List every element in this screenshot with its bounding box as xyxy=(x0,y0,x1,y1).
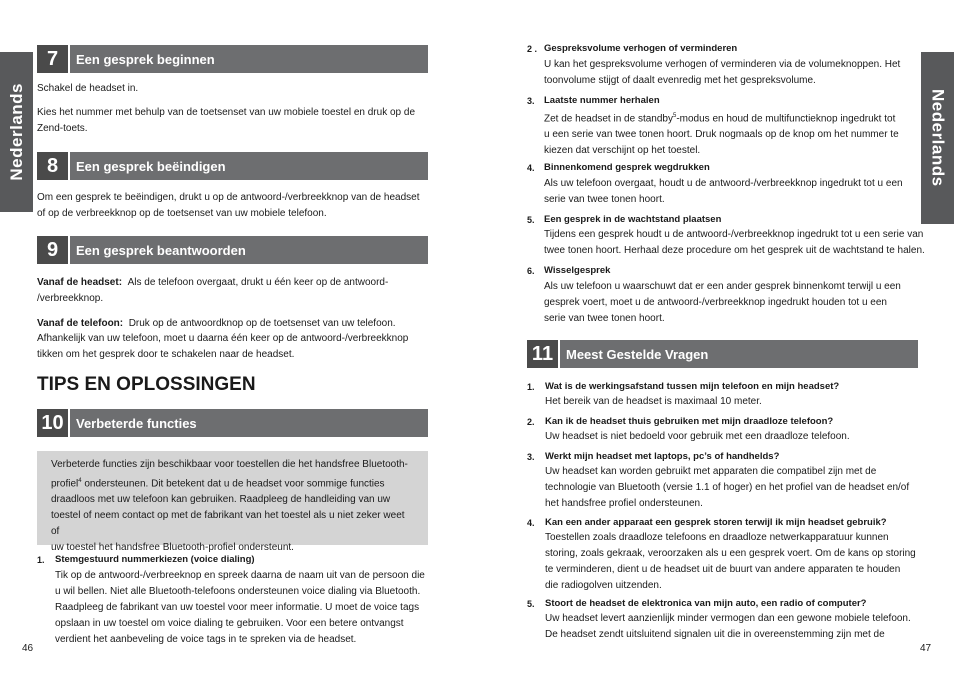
page-number: 46 xyxy=(22,643,34,654)
faq-answer xyxy=(545,464,909,512)
item-body xyxy=(55,568,425,648)
line: Toestellen zoals draadloze telefoons en draadloze netwerkapparatuur kunnen xyxy=(545,532,889,543)
line: u wil bellen. Niet alle Bluetooth-telefoons ondersteunen voice dialing via Bluetooth. xyxy=(55,586,421,597)
line: serie van twee tonen hoort. xyxy=(544,194,665,205)
item-body xyxy=(544,108,899,159)
faq-question: Werkt mijn headset met laptops, pc’s of handhelds? xyxy=(545,451,780,462)
item-title: Wisselgesprek xyxy=(544,265,611,276)
section-11-header xyxy=(527,340,918,368)
note-box xyxy=(37,451,428,554)
line: storing, zoals gekraak, veroorzaken als u een gesprek voert. Om de kans op storing xyxy=(545,548,916,559)
paragraph: tikken om het gesprek door te schakelen naar de headset. xyxy=(37,349,295,360)
faq-question: Stoort de headset de elektronica van mijn auto, een radio of computer? xyxy=(545,598,867,609)
faq-answer xyxy=(545,611,911,643)
section-title: Een gesprek beginnen xyxy=(70,45,428,73)
note-line xyxy=(51,473,414,492)
item-title: Binnenkomend gesprek wegdrukken xyxy=(544,162,710,173)
text: Druk op de antwoordknop op de toetsenset van uw telefoon. xyxy=(128,318,396,329)
line: Tik op de antwoord-/verbreeknop en spreek daarna de naam uit van de persoon die xyxy=(55,570,425,581)
side-tab-label: Nederlands xyxy=(928,89,948,187)
item-number: 2 . xyxy=(527,44,538,54)
item-title: Laatste nummer herhalen xyxy=(544,95,660,106)
faq-number: 5. xyxy=(527,599,535,609)
paragraph xyxy=(37,316,396,332)
line: het handsfree profiel ondersteunen. xyxy=(545,498,703,509)
paragraph: Zend-toets. xyxy=(37,123,88,134)
section-title: Een gesprek beëindigen xyxy=(70,152,428,180)
faq-question: Kan een ander apparaat een gesprek storen terwijl ik mijn headset gebruik? xyxy=(545,517,887,528)
faq-number: 1. xyxy=(527,382,535,392)
line: Uw headset is niet bedoeld voor gebruik met een draadloze telefoon. xyxy=(545,431,850,442)
paragraph: Schakel de headset in. xyxy=(37,83,139,94)
note-line: toestel of neem contact op met de fabrikant van het toestel als u niet zeker weet of xyxy=(51,510,405,538)
line: twee tonen hoort. Herhaal deze procedure om het gesprek uit de wachtstand te halen. xyxy=(544,245,925,256)
item-title: Een gesprek in de wachtstand plaatsen xyxy=(544,214,722,225)
line: serie van twee tonen hoort. xyxy=(544,313,665,324)
item-title: Gespreksvolume verhogen of verminderen xyxy=(544,43,738,54)
line: Het bereik van de headset is maximaal 10 meter. xyxy=(545,396,762,407)
footnote-ref: 5 xyxy=(672,113,677,119)
section-number: 10 xyxy=(37,409,70,437)
line: te verminderen, dient u de headset uit de buurt van andere apparaten te houden xyxy=(545,564,901,575)
text: Als de telefoon overgaat, drukt u één keer op de antwoord- xyxy=(127,277,389,288)
paragraph: Kies het nummer met behulp van de toetsenset van uw mobiele toestel en druk op de xyxy=(37,107,416,118)
section-number: 7 xyxy=(37,45,70,73)
section-title: Meest Gestelde Vragen xyxy=(560,340,918,368)
line xyxy=(544,108,899,127)
item-number: 6. xyxy=(527,266,535,276)
note-line: draadloos met uw telefoon kan gebruiken. Raadpleeg de handleiding van uw xyxy=(51,494,391,506)
faq-question: Kan ik de headset thuis gebruiken met mijn draadloze telefoon? xyxy=(545,416,834,427)
faq-question: Wat is de werkingsafstand tussen mijn telefoon en mijn headset? xyxy=(545,381,840,392)
section-number: 11 xyxy=(527,340,560,368)
section-title: Een gesprek beantwoorden xyxy=(70,236,428,264)
item-body xyxy=(544,176,903,208)
footnote-ref: 4 xyxy=(78,478,82,484)
page-heading: TIPS EN OPLOSSINGEN xyxy=(37,374,256,395)
faq-number: 3. xyxy=(527,452,535,462)
item-number: 4. xyxy=(527,163,535,173)
item-number: 5. xyxy=(527,215,535,225)
section-number: 9 xyxy=(37,236,70,264)
faq-answer xyxy=(545,530,916,594)
line: Uw headset kan worden gebruikt met apparaten die compatibel zijn met de xyxy=(545,466,877,477)
note-line: Verbeterde functies zijn beschikbaar voor toestellen die het handsfree Bluetooth- xyxy=(51,459,408,470)
item-body xyxy=(544,57,900,89)
faq-answer xyxy=(545,429,850,445)
line: gesprek voert, moet u de antwoord-/verbreekknop ingedrukt houden tot u een xyxy=(544,297,887,308)
line: Raadpleeg de fabrikant van uw toestel voor meer informatie. U moet de voice tags xyxy=(55,602,420,613)
line: Als uw telefoon u waarschuwt dat er een ander gesprek binnenkomt terwijl u een xyxy=(544,281,901,292)
text: profiel xyxy=(51,478,79,490)
note-line: uw toestel het handsfree Bluetooth-profiel ondersteunt. xyxy=(51,542,294,554)
item-body xyxy=(544,279,901,327)
text: Zet de headset in de standby xyxy=(544,113,673,125)
line: U kan het gespreksvolume verhogen of verminderen via de volumeknoppen. Het xyxy=(544,59,901,70)
line: u een serie van twee tonen hoort. Druk nogmaals op de knop om het nummer te xyxy=(544,129,899,141)
line: technologie van Bluetooth (versie 1.1 of hoger) en het profiel van de headset en/of xyxy=(545,482,910,493)
section-7-header xyxy=(37,45,428,73)
paragraph xyxy=(37,275,388,291)
section-9-header xyxy=(37,236,428,264)
line: kiezen dat verschijnt op het toestel. xyxy=(544,145,701,157)
paragraph: /verbreekknop. xyxy=(37,293,104,304)
page-number: 47 xyxy=(920,643,932,654)
side-tab-left xyxy=(0,52,33,212)
line: opslaan in uw toestel om voice dialing te gebruiken. Voor een betere ontvangst xyxy=(55,618,404,629)
paragraph: of op de verbreekknop op de toetsenset van uw mobiele telefoon. xyxy=(37,208,327,219)
line: verdient het aanbeveling de voice tags in te spreken via de headset. xyxy=(55,634,357,645)
item-number: 3. xyxy=(527,96,535,106)
item-number: 1. xyxy=(37,555,45,565)
faq-number: 4. xyxy=(527,518,535,528)
section-title: Verbeterde functies xyxy=(70,409,428,437)
side-tab-right xyxy=(921,52,954,224)
section-10-header xyxy=(37,409,428,437)
faq-answer xyxy=(545,394,762,410)
text: ondersteunen. Dit betekent dat u de headset voor sommige functies xyxy=(84,478,385,490)
line: Als uw telefoon overgaat, houdt u de antwoord-/verbreekknop ingedrukt tot u een xyxy=(544,178,903,189)
line: Tijdens een gesprek houdt u de antwoord-/verbreekknop ingedrukt tot u een serie van xyxy=(544,229,924,240)
section-number: 8 xyxy=(37,152,70,180)
label: Vanaf de telefoon: xyxy=(37,318,124,329)
label: Vanaf de headset: xyxy=(37,277,123,288)
paragraph: Om een gesprek te beëindigen, drukt u op de antwoord-/verbreekknop van de headset xyxy=(37,192,420,203)
line: toonvolume stijgt of daalt evenredig met het gespreksvolume. xyxy=(544,75,816,86)
text: -modus en houd de multifunctieknop ingedrukt tot xyxy=(676,113,896,125)
item-body xyxy=(544,227,925,259)
line: De headset zendt uitsluitend signalen uit die in overeenstemming zijn met de xyxy=(545,629,885,640)
section-8-header xyxy=(37,152,428,180)
item-title: Stemgestuurd nummerkiezen (voice dialing) xyxy=(55,554,255,565)
faq-number: 2. xyxy=(527,417,535,427)
line: die radiogolven uitzenden. xyxy=(545,580,662,591)
paragraph: Afhankelijk van uw telefoon, moet u daarna één keer op de antwoord-/verbreekknop xyxy=(37,333,409,344)
side-tab-label: Nederlands xyxy=(6,83,26,181)
line: Uw headset levert aanzienlijk minder vermogen dan een gewone mobiele telefoon. xyxy=(545,613,911,624)
